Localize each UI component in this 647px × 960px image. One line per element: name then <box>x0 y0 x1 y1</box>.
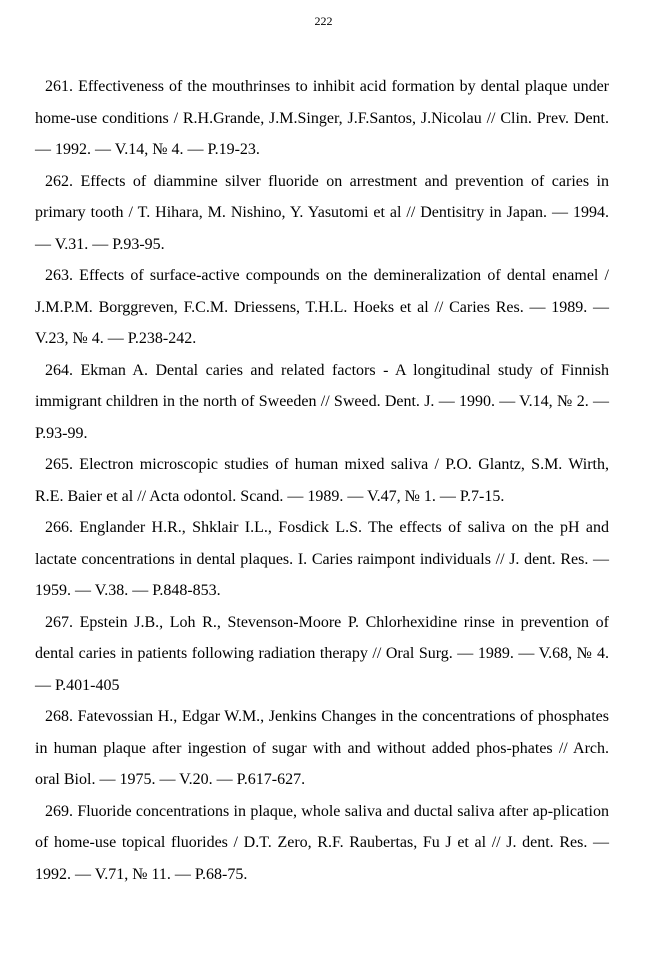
reference-entry: 265. Electron microscopic studies of human mixed saliva / P.O. Glantz, S.M. Wirth, R.E. Baier et al // Acta odontol. Scand. — 1989. — V.47, № 1. — P.7-15. <box>35 456 609 505</box>
reference-entry: 261. Effectiveness of the mouthrinses to inhibit acid formation by dental plaque under home-use conditions / R.H.Grande, J.M.Singer, J.F.Santos, J.Nicolau // Clin. Prev. Dent. — 1992. — V.14, № 4. — P.19-23. <box>35 78 609 158</box>
reference-entry: 262. Effects of diammine silver fluoride on arrestment and prevention of caries in primary tooth / T. Hihara, M. Nishino, Y. Yasutomi et al // Dentisitry in Japan. — 1994. — V.31. — P.93-95. <box>35 172 609 253</box>
reference-entry: 267. Epstein J.B., Loh R., Stevenson-Moore P. Chlorhexidine rinse in prevention of dental caries in patients following radiation therapy // Oral Surg. — 1989. — V.68, № 4. — P.401-405 <box>35 613 609 694</box>
reference-entry: 263. Effects of surface-active compounds on the demineralization of dental enamel / J.M.P.M. Borggreven, F.C.M. Driessens, T.H.L. Hoeks et al // Caries Res. — 1989. — V.23, № 4. — P.238-242. <box>35 267 609 347</box>
reference-entry: 269. Fluoride concentrations in plaque, whole saliva and ductal saliva after ap-plication of home-use topical fluorides / D.T. Zero, R.F. Raubertas, Fu J et al // J. dent. Res. — 1992. — V.71, № 11. — P.68-75. <box>35 802 609 883</box>
reference-entry: 266. Englander H.R., Shklair I.L., Fosdick L.S. The effects of saliva on the pH and lactate concentrations in dental plaques. I. Caries raimpont individuals // J. dent. Res. — 1959. — V.38. — P.848-853. <box>35 519 609 599</box>
reference-entry: 264. Ekman A. Dental caries and related factors - A longitudinal study of Finnish immigrant children in the north of Sweeden // Sweed. Dent. J. — 1990. — V.14, № 2. — P.93-99. <box>35 361 609 442</box>
page-number: 222 <box>314 14 333 28</box>
reference-entry: 268. Fatevossian H., Edgar W.M., Jenkins Changes in the concentrations of phosphates in human plaque after ingestion of sugar with and without added phos-phates // Arch. oral Biol. — 1975. — V.20. — P.617-627. <box>35 708 609 788</box>
reference-list <box>35 71 609 890</box>
